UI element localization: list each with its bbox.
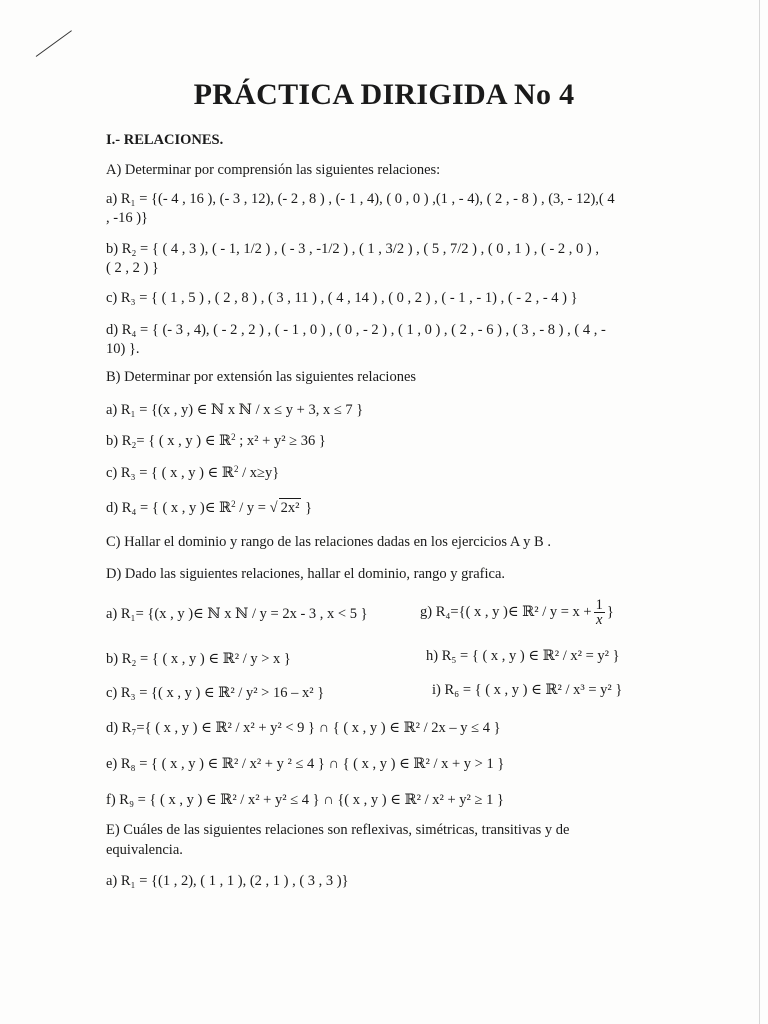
section-a-heading: A) Determinar por comprensión las siguientes relaciones: [106, 162, 441, 178]
exercise-a-a-line1: a) R₁ = {(- 4 , 16 ), (- 3 , 12), (- 2 , 8 ) , (- 1 , 4), ( 0 , 0 ) ,(1 , - 4), ( 2 , - 8 ) , (3, - 12),( 4 [106, 191, 615, 207]
exercise-a-c: c) R₃ = { ( 1 , 5 ) , ( 2 , 8 ) , ( 3 , 11 ) , ( 4 , 14 ) , ( 0 , 2 ) , ( - 1 , - 1) , ( - 2 , - 4 ) } [106, 290, 578, 306]
exercise-a-d-line2: 10) }. [106, 341, 140, 357]
section-d-heading: D) Dado las siguientes relaciones, hallar el dominio, rango y grafica. [106, 566, 506, 582]
section-e-heading-line2: equivalencia. [106, 842, 183, 858]
page-edge-line [759, 0, 760, 1024]
section-b-heading: B) Determinar por extensión las siguientes relaciones [106, 369, 417, 385]
section-heading: I.- RELACIONES. [106, 132, 224, 148]
exercise-d-b: b) R₂ = { ( x , y ) ∈ ℝ² / y > x } [106, 651, 291, 667]
exercise-b-b: b) R₂= { ( x , y ) ∈ ℝ$^2$ ; x² + y² ≥ 36 } [106, 432, 326, 449]
square-root-radicand: 2x² [280, 500, 300, 516]
exercise-b-c: c) R₃ = { ( x , y ) ∈ ℝ$^2$ / x≥y} [106, 464, 280, 481]
exercise-d-i: i) R₆ = { ( x , y ) ∈ ℝ² / x³ = y² } [432, 682, 623, 698]
exercise-b-d: d) R₄ = { ( x , y )∈ ℝ$^2$ / y = √ 2x² } [106, 499, 313, 516]
exercise-d-a: a) R₁= {(x , y )∈ ℕ x ℕ / y = 2x - 3 , x < 5 } [106, 606, 368, 622]
exercise-a-b-line2: ( 2 , 2 ) } [106, 260, 159, 276]
exercise-e-a: a) R₁ = {(1 , 2), ( 1 , 1 ), (2 , 1 ) , ( 3 , 3 )} [106, 873, 349, 889]
exercise-a-b-line1: b) R₂ = { ( 4 , 3 ), ( - 1, 1/2 ) , ( - 3 , -1/2 ) , ( 1 , 3/2 ) , ( 5 , 7/2 ) , ( 0 , 1 ) , ( - 2 , 0 ) , [106, 241, 599, 257]
section-e-heading-line1: E) Cuáles de las siguientes relaciones son reflexivas, simétricas, transitivas y de [106, 822, 570, 838]
exercise-d-e: e) R₈ = { ( x , y ) ∈ ℝ² / x² + y ² ≤ 4 } ∩ { ( x , y ) ∈ ℝ² / x + y > 1 } [106, 756, 505, 772]
exercise-a-a-line2: , -16 )} [106, 210, 148, 226]
exercise-d-c: c) R₃ = {( x , y ) ∈ ℝ² / y² > 16 – x² } [106, 685, 325, 701]
exercise-d-g: g) R₄={( x , y )∈ ℝ² / y = x + $\frac{1}{x}$ } [420, 597, 614, 628]
exercise-d-h: h) R₅ = { ( x , y ) ∈ ℝ² / x² = y² } [426, 648, 620, 664]
exercise-d-d: d) R₇={ ( x , y ) ∈ ℝ² / x² + y² < 9 } ∩ { ( x , y ) ∈ ℝ² / 2x – y ≤ 4 } [106, 720, 501, 736]
section-c-heading: C) Hallar el dominio y rango de las relaciones dadas en los ejercicios A y B . [106, 534, 551, 550]
exercise-d-f: f) R₉ = { ( x , y ) ∈ ℝ² / x² + y² ≤ 4 } ∩ {( x , y ) ∈ ℝ² / x² + y² ≥ 1 } [106, 792, 504, 808]
pen-stroke-mark [36, 30, 72, 57]
exercise-a-d-line1: d) R₄ = { (- 3 , 4), ( - 2 , 2 ) , ( - 1 , 0 ) , ( 0 , - 2 ) , ( 1 , 0 ) , ( 2 , - 6 ) , ( 3 , - 8 ) , ( 4 , - [106, 322, 606, 338]
fraction-one-over-x: $\frac{1}{x}$ [595, 597, 603, 628]
exercise-b-a: a) R₁ = {(x , y) ∈ ℕ x ℕ / x ≤ y + 3, x ≤ 7 } [106, 402, 364, 418]
page-title: PRÁCTICA DIRIGIDA No 4 [193, 78, 575, 111]
